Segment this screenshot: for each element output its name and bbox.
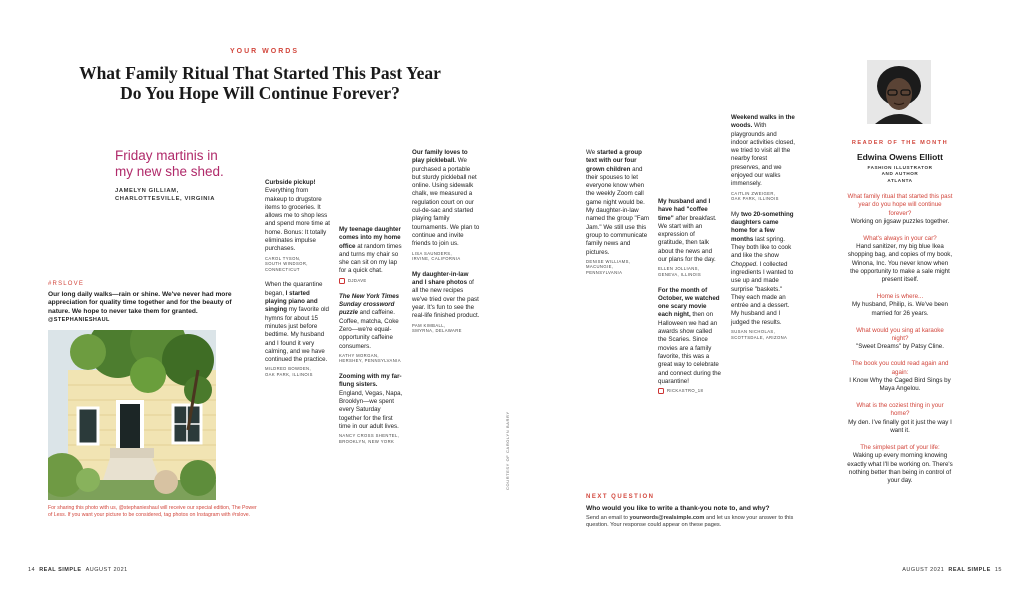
qa-answer: "Sweet Dreams" by Patsy Cline. [856, 343, 944, 351]
qa-question: What family ritual that started this past year do you hope will continue forever? [847, 193, 953, 217]
left-issue-date: AUGUST 2021 [85, 567, 128, 573]
qa-answer: My den. I've finally got it just the way I want it. [848, 418, 952, 434]
left-magazine-name: REAL SIMPLE [39, 567, 82, 573]
entry-scary-movies [658, 287, 722, 387]
entries-column-5 [658, 198, 722, 403]
next-question-kicker: NEXT QUESTION [586, 494, 655, 500]
footer-right [902, 567, 1002, 573]
entry-photos [412, 271, 480, 321]
entry-weekend-walks [731, 114, 795, 189]
right-magazine-name: REAL SIMPLE [948, 567, 991, 573]
rslove-body: Our long daily walks—rain or shine. We've never had more appreciation for quality time together and for the beauty of nature. We hope to never take them for granted. [48, 291, 232, 315]
reader-name: Edwina Owens Elliott [857, 152, 943, 162]
title-line-2: Do You Hope Will Continue Forever? [120, 83, 400, 103]
sig-name: MILDRED BOWDEN, [265, 366, 312, 372]
entry-coffee-signature [658, 266, 722, 277]
entry-zoom-lead: Zooming with my far-flung sisters. [339, 373, 402, 389]
featured-quote-line-1: Friday martinis in [115, 148, 218, 163]
entries-column-2 [339, 226, 403, 453]
sig-name: KATHY MORGAN, [339, 352, 379, 358]
instagram-icon [658, 388, 664, 394]
entry-pickleball-text: We purchased a portable but sturdy pickleball net online. Using sidewalk chalk, we measured a regulation court on our cul-de-sac and started playing family tournaments. We plan to continue and invite friends to join us. [412, 157, 480, 248]
entry-group-pre: We [586, 149, 597, 156]
entry-crossword-lead: The New York Times Sunday crossword puzzle [339, 292, 400, 317]
rslove-text [48, 291, 248, 324]
right-issue-date: AUGUST 2021 [902, 567, 945, 573]
qa-answer: Waking up every morning knowing exactly what I'll be working on. There's nothing better than being in control of your day. [847, 452, 953, 484]
entry-scary-text: then on Halloween we had an awards show called the Scaries. Since movies are a family favorite, this was a great way to celebrate and connect during the quarantine! [658, 311, 721, 385]
entry-teen-lead: My teenage daughter comes into my home office [339, 226, 401, 250]
portrait-illustration [867, 60, 931, 124]
next-question-block [586, 494, 801, 530]
handle-text: DJDAVE [348, 277, 367, 283]
sig-place: GENEVA, ILLINOIS [658, 271, 702, 277]
sig-place: OAK PARK, ILLINOIS [265, 372, 313, 378]
section-kicker: YOUR WORDS [230, 48, 299, 55]
rslove-hashtag: #RSLOVE [48, 281, 85, 287]
entry-teen-daughter [339, 226, 403, 276]
handle-text: RICKASTRO_18 [667, 388, 704, 394]
sig-place: SMYRNA, DELAWARE [412, 328, 462, 334]
entries-column-3 [412, 149, 480, 343]
reader-role-1: FASHION ILLUSTRATOR [867, 165, 933, 170]
entry-crossword [339, 293, 403, 351]
qa-question: Home is where... [876, 293, 924, 301]
entry-scary-lead: For the month of October, we watched one scary movie each night, [658, 286, 720, 319]
rslove-block [48, 281, 248, 324]
sig-name: CAITLIN ZWEIGER, [731, 190, 776, 196]
entry-photos-text: of all the new recipes we've tried over the past year. It's fun to see the real-life finished product. [412, 279, 480, 320]
entry-piano-lead: I started playing piano and singing [265, 289, 318, 314]
entry-zoom-signature [339, 433, 403, 444]
sig-place: IRVINE, CALIFORNIA [412, 256, 461, 262]
next-question-instructions [586, 515, 801, 530]
entry-daughters-signature [731, 329, 795, 340]
sig-name: PAM KIMBALL, [412, 322, 446, 328]
reader-portrait [867, 60, 931, 124]
qa-question: What would you sing at karaoke night? [856, 326, 944, 343]
entry-photos-signature [412, 323, 480, 334]
entry-daughters-text-2: . I collected ingredients I wanted to use up and made surprise "baskets." They each made an entrée and a dessert. My husband and I judged the results. [731, 260, 794, 326]
entry-curbside [265, 179, 332, 254]
sig-name: SUSAN NICHOLAS, [731, 329, 776, 335]
entry-coffee-lead: My husband and I have had "coffee time" [658, 198, 711, 222]
footer-left [28, 567, 128, 573]
qa-question: The book you could read again and again: [851, 360, 949, 376]
qa-question: What's always in your car? [863, 235, 937, 243]
entry-walks-lead: Weekend walks in the woods. [731, 114, 795, 130]
entry-zoom-sisters [339, 373, 403, 431]
entry-pickleball-signature [412, 251, 480, 262]
entry-daughters-text: last spring. They both like to cook and like the show [731, 235, 792, 260]
entry-walks-signature [731, 191, 795, 202]
entry-piano [265, 281, 332, 364]
entry-teen-handle [339, 278, 403, 284]
page-title [60, 63, 460, 103]
qa-answer: Working on jigsaw puzzles together. [850, 217, 950, 225]
entry-zoom-text: England, Vegas, Napa, Brooklyn—we spent every Saturday together for the first time in our adult lives. [339, 389, 403, 430]
next-question-text: Who would you like to write a thank-you note to, and why? [586, 505, 770, 512]
reader-of-month [847, 140, 953, 494]
entry-group-lead: started a group text with our four grown children [586, 149, 642, 173]
featured-quote [115, 148, 265, 203]
entry-coffee-time [658, 198, 722, 264]
entry-piano-signature [265, 366, 332, 377]
featured-quote-line-2: my new she shed. [115, 164, 224, 179]
instagram-icon [339, 278, 345, 284]
sig-state: PENNSYLVANIA [586, 270, 623, 276]
qa-answer: I Know Why the Caged Bird Sings by Maya Angelou. [849, 376, 951, 393]
right-page-number: 15 [994, 567, 1002, 573]
entry-pickleball-lead: Our family loves to play pickleball. [412, 149, 468, 165]
sig-place: SCOTTSDALE, ARIZONA [731, 334, 788, 340]
entry-group-signature [586, 259, 652, 276]
entry-teen-text: at random times and turns my chair so she can sit on my lap for a quick chat. [339, 242, 402, 275]
entries-column-6 [731, 114, 795, 349]
entry-daughters-lead: two 20-something daughters came home for a few months [731, 210, 794, 243]
sig-place: HERSHEY, PENNSYLVANIA [339, 358, 401, 364]
qa-question: The simplest part of your life: [860, 444, 940, 452]
photo-caption: For sharing this photo with us, @stephanieshaul will receive our special edition, The Power of Less. If you want your picture to be considered, tag photos on Instagram with #rslove. [48, 505, 257, 518]
instructions-pre: Send an email to [586, 515, 630, 521]
house-illustration [48, 330, 216, 500]
sig-place: BROOKLYN, NEW YORK [339, 438, 395, 444]
entry-curbside-lead: Curbside pickup! [265, 179, 316, 186]
entry-crossword-signature [339, 353, 403, 364]
featured-name: JAMELYN GILLIAM, [115, 188, 179, 194]
entry-curbside-signature [265, 256, 332, 273]
reader-kicker: READER OF THE MONTH [851, 140, 949, 146]
sig-state: CONNECTICUT [265, 266, 300, 272]
sig-name: NANCY CROSS SHENTEL, [339, 433, 400, 439]
entry-photos-lead: My daughter-in-law and I share photos [412, 270, 469, 287]
left-page-number: 14 [28, 567, 36, 573]
sig-place: MACUNGIE, [586, 264, 614, 270]
entries-column-1 [265, 179, 332, 387]
entry-group-text [586, 149, 652, 257]
entry-walks-text: With playgrounds and indoor activities closed, we tried to visit all the nearby forest preserves, and we enjoyed our walks immensely. [731, 122, 795, 188]
entry-coffee-text: after breakfast. We start with an expression of gratitude, then talk about the news and our plans for the day. [658, 214, 717, 264]
sig-place: OAK PARK, ILLINOIS [731, 196, 779, 202]
sig-name: ELLEN JOLLIANS, [658, 266, 700, 272]
sig-name: LISA SAUNDERS, [412, 250, 453, 256]
reader-role-2: AND AUTHOR [881, 171, 919, 177]
entry-daughters-pre: My [731, 210, 741, 218]
qa-answer: Hand sanitizer, my big blue Ikea shopping bag, and copies of my book, Winona, Inc. You never know when the opportunity to make a sale might present itself. [847, 243, 953, 284]
entry-curbside-text: Everything from makeup to drugstore items to groceries. It allows me to shop less and spend more time at home. Bonus: It totally eliminates impulse purchases. [265, 187, 331, 253]
entry-scary-handle [658, 388, 722, 394]
submission-email-link[interactable]: yourwords@realsimple.com [629, 515, 705, 521]
qa-answer: My husband, Philip, is. We've been married for 26 years. [852, 301, 948, 317]
featured-place: CHARLOTTESVILLE, VIRGINIA [115, 196, 216, 202]
entry-pickleball [412, 149, 480, 249]
entry-group-text-body: and their spouses to let everyone know when the weekly Zoom call game night would be. My daughter-in-law named the group "Fam Jam." We still use this group to communicate family news and pictures. [586, 165, 650, 256]
entry-piano-text: my favorite old hymns for about 15 minutes just before bedtime. My husband and I found it very calming, and we have continued the practice. [265, 306, 329, 364]
entries-column-4 [586, 149, 652, 285]
qa-question: What is the coziest thing in your home? [856, 402, 944, 418]
photo-credit: COURTESY OF CAROLYN BARRY [505, 411, 510, 490]
reader-city: ATLANTA [887, 177, 913, 183]
rslove-handle: @STEPHANIESHAUL [48, 316, 110, 323]
entry-crossword-text: and caffeine. Coffee, matcha, Coke Zero—we're equal-opportunity caffeine consumers. [339, 309, 399, 350]
sig-place: SOUTH WINDSOR, [265, 261, 308, 267]
sig-name: DENISE WILLIAMS, [586, 258, 631, 264]
sig-name: CAROL TYSON, [265, 255, 301, 261]
entry-daughters-show: Chopped [731, 260, 757, 268]
house-photo [48, 330, 216, 500]
instructions-post: and let us know your answer to this question. Your response could appear on these pages. [586, 515, 794, 529]
title-line-1: What Family Ritual That Started This Past Year [79, 63, 441, 83]
entry-piano-pre: When the quarantine began, [265, 281, 323, 297]
entry-daughters-cook [731, 211, 795, 327]
